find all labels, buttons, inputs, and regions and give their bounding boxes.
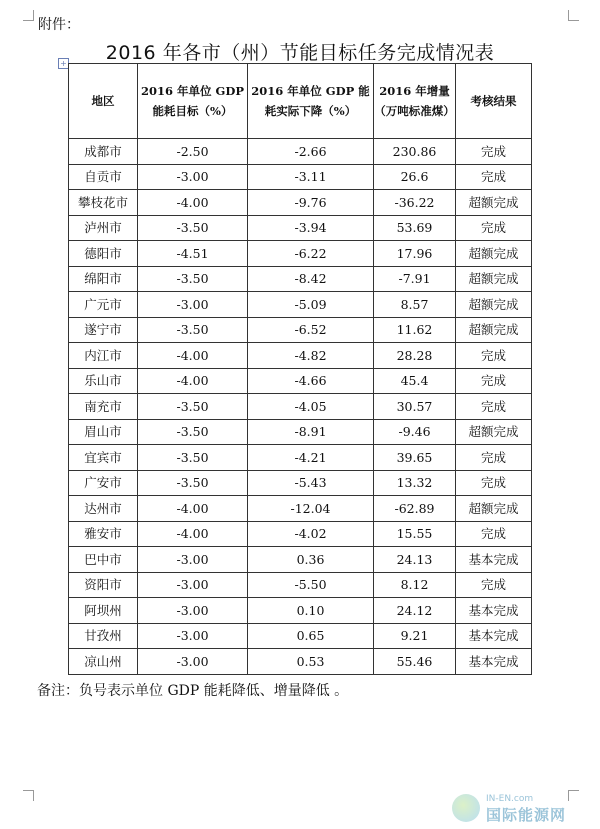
cell-actual-decline: 0.10 [248, 598, 374, 624]
cell-result: 基本完成 [456, 547, 532, 573]
cell-region: 宜宾市 [69, 445, 138, 471]
cell-result: 基本完成 [456, 598, 532, 624]
cell-region: 绵阳市 [69, 266, 138, 292]
cell-result: 超额完成 [456, 419, 532, 445]
table-row [69, 598, 532, 624]
cell-target: -3.50 [138, 419, 248, 445]
attachment-label: 附件： [38, 17, 80, 33]
table-row [69, 241, 532, 267]
cell-result: 超额完成 [456, 266, 532, 292]
table-row [69, 394, 532, 420]
cell-result: 完成 [456, 470, 532, 496]
cell-actual-decline: -4.66 [248, 368, 374, 394]
table-row [69, 419, 532, 445]
cell-increment: 8.57 [374, 292, 456, 318]
cell-region: 成都市 [69, 139, 138, 165]
footnote: 备注：负号表示单位 GDP 能耗降低、增量降低 。 [37, 683, 349, 699]
cell-actual-decline: -12.04 [248, 496, 374, 522]
cell-increment: 30.57 [374, 394, 456, 420]
page-corner-mark [23, 790, 34, 801]
cell-actual-decline: 0.53 [248, 649, 374, 675]
cell-increment: -36.22 [374, 190, 456, 216]
table-row [69, 343, 532, 369]
cell-actual-decline: -5.43 [248, 470, 374, 496]
cell-result: 完成 [456, 343, 532, 369]
cell-result: 基本完成 [456, 649, 532, 675]
cell-increment: -7.91 [374, 266, 456, 292]
cell-target: -4.00 [138, 521, 248, 547]
cell-increment: 24.12 [374, 598, 456, 624]
cell-target: -2.50 [138, 139, 248, 165]
cell-region: 南充市 [69, 394, 138, 420]
table-row [69, 623, 532, 649]
cell-target: -4.00 [138, 368, 248, 394]
cell-actual-decline: -3.11 [248, 164, 374, 190]
header-region: 地区 [69, 64, 138, 139]
cell-increment: 26.6 [374, 164, 456, 190]
cell-region: 德阳市 [69, 241, 138, 267]
cell-increment: 45.4 [374, 368, 456, 394]
cell-actual-decline: -9.76 [248, 190, 374, 216]
cell-target: -4.51 [138, 241, 248, 267]
cell-actual-decline: -4.05 [248, 394, 374, 420]
cell-region: 眉山市 [69, 419, 138, 445]
cell-region: 乐山市 [69, 368, 138, 394]
cell-target: -3.50 [138, 317, 248, 343]
table-row [69, 649, 532, 675]
table-row [69, 266, 532, 292]
table-row [69, 521, 532, 547]
header-assessment-result: 考核结果 [456, 64, 532, 139]
cell-target: -4.00 [138, 496, 248, 522]
table-move-handle-icon[interactable]: + [58, 58, 69, 69]
cell-result: 完成 [456, 394, 532, 420]
cell-target: -3.50 [138, 394, 248, 420]
cell-increment: -9.46 [374, 419, 456, 445]
cell-increment: 55.46 [374, 649, 456, 675]
cell-actual-decline: -4.82 [248, 343, 374, 369]
table-row [69, 445, 532, 471]
table-row [69, 572, 532, 598]
cell-result: 超额完成 [456, 241, 532, 267]
cell-region: 达州市 [69, 496, 138, 522]
cell-actual-decline: -6.22 [248, 241, 374, 267]
cell-target: -3.50 [138, 215, 248, 241]
cell-region: 凉山州 [69, 649, 138, 675]
cell-target: -3.50 [138, 470, 248, 496]
energy-target-table [68, 63, 532, 675]
cell-increment: 39.65 [374, 445, 456, 471]
cell-result: 基本完成 [456, 623, 532, 649]
cell-increment: 28.28 [374, 343, 456, 369]
cell-actual-decline: -6.52 [248, 317, 374, 343]
table-row [69, 496, 532, 522]
cell-result: 完成 [456, 572, 532, 598]
cell-actual-decline: -8.91 [248, 419, 374, 445]
cell-result: 完成 [456, 164, 532, 190]
cell-actual-decline: -2.66 [248, 139, 374, 165]
cell-region: 广元市 [69, 292, 138, 318]
cell-actual-decline: -5.09 [248, 292, 374, 318]
cell-increment: -62.89 [374, 496, 456, 522]
cell-increment: 8.12 [374, 572, 456, 598]
cell-actual-decline: -8.42 [248, 266, 374, 292]
page-corner-mark [23, 10, 34, 21]
cell-region: 遂宁市 [69, 317, 138, 343]
cell-region: 阿坝州 [69, 598, 138, 624]
cell-target: -3.00 [138, 292, 248, 318]
cell-actual-decline: 0.36 [248, 547, 374, 573]
cell-target: -3.00 [138, 649, 248, 675]
cell-result: 超额完成 [456, 317, 532, 343]
cell-increment: 9.21 [374, 623, 456, 649]
watermark-domain: IN-EN.com [486, 794, 534, 804]
watermark-brand: 国际能源网 [486, 806, 567, 824]
cell-result: 超额完成 [456, 190, 532, 216]
cell-target: -3.00 [138, 572, 248, 598]
cell-region: 泸州市 [69, 215, 138, 241]
cell-region: 资阳市 [69, 572, 138, 598]
cell-result: 完成 [456, 368, 532, 394]
header-increment: 2016 年增量（万吨标准煤） [374, 64, 456, 139]
cell-target: -4.00 [138, 343, 248, 369]
cell-result: 完成 [456, 139, 532, 165]
cell-result: 超额完成 [456, 292, 532, 318]
page-corner-mark [568, 10, 579, 21]
header-gdp-energy-actual-decline: 2016 年单位 GDP 能耗实际下降（%） [248, 64, 374, 139]
document-title: 2016 年各市（州）节能目标任务完成情况表 [105, 42, 495, 64]
header-gdp-energy-target: 2016 年单位 GDP 能耗目标（%） [138, 64, 248, 139]
table-row [69, 368, 532, 394]
watermark-logo [452, 792, 592, 824]
table-row [69, 139, 532, 165]
cell-actual-decline: -5.50 [248, 572, 374, 598]
cell-target: -3.00 [138, 547, 248, 573]
table-row [69, 190, 532, 216]
cell-target: -4.00 [138, 190, 248, 216]
cell-actual-decline: -4.02 [248, 521, 374, 547]
cell-result: 超额完成 [456, 496, 532, 522]
table-row [69, 547, 532, 573]
cell-increment: 11.62 [374, 317, 456, 343]
cell-region: 自贡市 [69, 164, 138, 190]
cell-increment: 17.96 [374, 241, 456, 267]
table-row [69, 215, 532, 241]
cell-result: 完成 [456, 445, 532, 471]
watermark-globe-icon [452, 794, 480, 822]
cell-actual-decline: -4.21 [248, 445, 374, 471]
cell-increment: 230.86 [374, 139, 456, 165]
table-row [69, 164, 532, 190]
cell-target: -3.50 [138, 445, 248, 471]
cell-region: 攀枝花市 [69, 190, 138, 216]
cell-target: -3.00 [138, 623, 248, 649]
cell-target: -3.50 [138, 266, 248, 292]
cell-actual-decline: -3.94 [248, 215, 374, 241]
cell-increment: 24.13 [374, 547, 456, 573]
cell-increment: 13.32 [374, 470, 456, 496]
cell-region: 雅安市 [69, 521, 138, 547]
cell-target: -3.00 [138, 164, 248, 190]
cell-target: -3.00 [138, 598, 248, 624]
table-row [69, 470, 532, 496]
table-row [69, 317, 532, 343]
table-row [69, 292, 532, 318]
cell-result: 完成 [456, 521, 532, 547]
cell-result: 完成 [456, 215, 532, 241]
cell-region: 广安市 [69, 470, 138, 496]
cell-region: 巴中市 [69, 547, 138, 573]
cell-actual-decline: 0.65 [248, 623, 374, 649]
cell-increment: 53.69 [374, 215, 456, 241]
cell-increment: 15.55 [374, 521, 456, 547]
cell-region: 内江市 [69, 343, 138, 369]
table-header-row [69, 64, 532, 139]
cell-region: 甘孜州 [69, 623, 138, 649]
